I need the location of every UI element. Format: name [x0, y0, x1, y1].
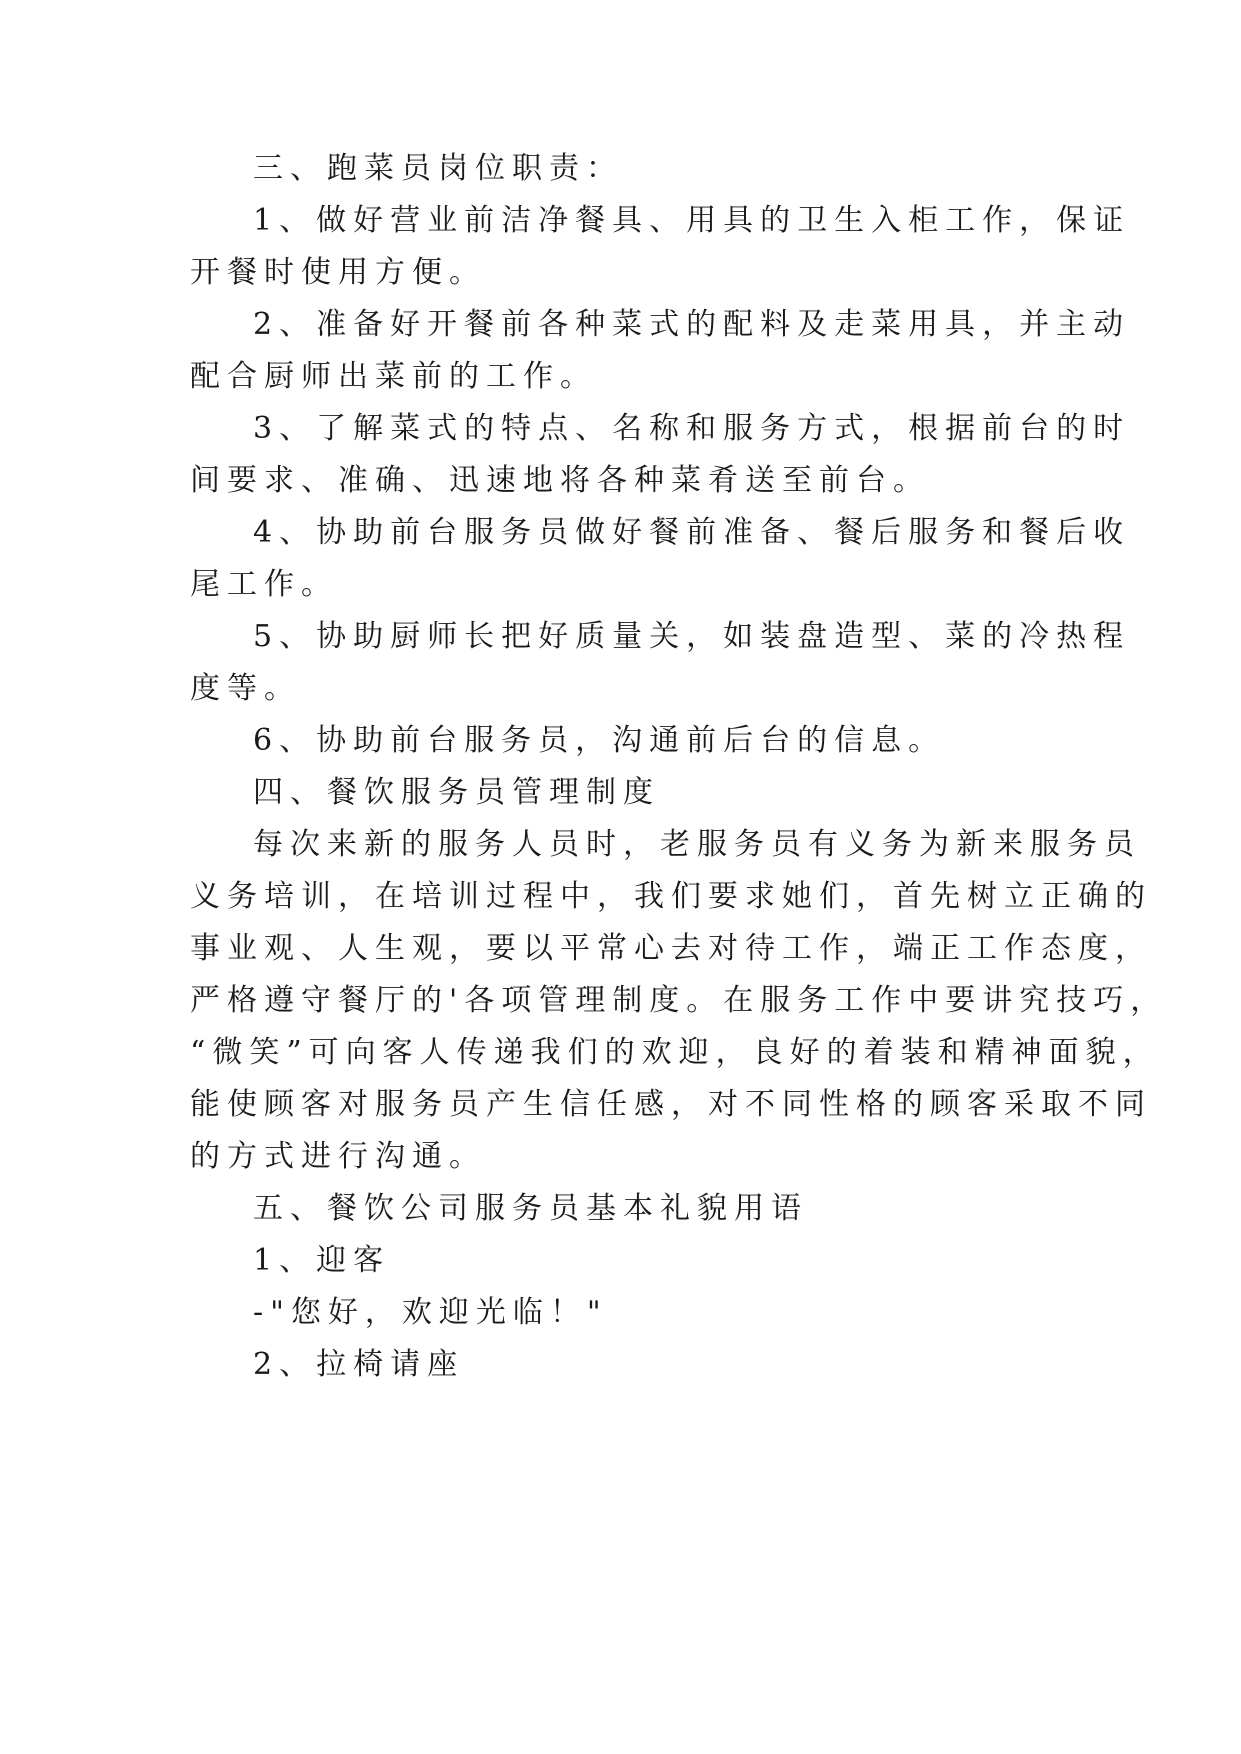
paragraph-line: 的方式进行沟通。 — [190, 1139, 486, 1174]
paragraph-line: 间要求、准确、迅速地将各种菜肴送至前台。 — [190, 463, 930, 498]
list-item: -"您好，欢迎光临！" — [253, 1295, 608, 1330]
paragraph-line: 3、了解菜式的特点、名称和服务方式，根据前台的时 — [253, 411, 1131, 446]
paragraph-line: 1、做好营业前洁净餐具、用具的卫生入柜工作，保证 — [253, 203, 1131, 238]
paragraph-line: 配合厨师出菜前的工作。 — [190, 359, 597, 394]
paragraph-line: 义务培训，在培训过程中，我们要求她们，首先树立正确的 — [190, 879, 1152, 914]
paragraph-line: 能使顾客对服务员产生信任感，对不同性格的顾客采取不同 — [190, 1087, 1152, 1122]
paragraph-line: 严格遵守餐厅的'各项管理制度。在服务工作中要讲究技巧， — [190, 983, 1168, 1018]
section-heading-management-rules: 四、餐饮服务员管理制度 — [253, 775, 660, 810]
paragraph-line: 事业观、人生观，要以平常心去对待工作，端正工作态度， — [190, 931, 1152, 966]
paragraph-line: 开餐时使用方便。 — [190, 255, 486, 290]
list-item: 2、拉椅请座 — [253, 1347, 465, 1382]
paragraph-line: 6、协助前台服务员，沟通前后台的信息。 — [253, 723, 946, 758]
paragraph-line: “微笑”可向客人传递我们的欢迎，良好的着装和精神面貌， — [190, 1035, 1160, 1070]
paragraph-line: 度等。 — [190, 671, 301, 706]
section-heading-courtesy-phrases: 五、餐饮公司服务员基本礼貌用语 — [253, 1191, 808, 1226]
list-item: 1、迎客 — [253, 1243, 391, 1278]
paragraph-line: 2、准备好开餐前各种菜式的配料及走菜用具，并主动 — [253, 307, 1131, 342]
paragraph-line: 4、协助前台服务员做好餐前准备、餐后服务和餐后收 — [253, 515, 1131, 550]
section-heading-runner-duties: 三、跑菜员岗位职责： — [253, 151, 623, 186]
paragraph-line: 5、协助厨师长把好质量关，如装盘造型、菜的冷热程 — [253, 619, 1131, 654]
paragraph-line: 尾工作。 — [190, 567, 338, 602]
paragraph-line: 每次来新的服务人员时，老服务员有义务为新来服务员 — [253, 827, 1141, 862]
